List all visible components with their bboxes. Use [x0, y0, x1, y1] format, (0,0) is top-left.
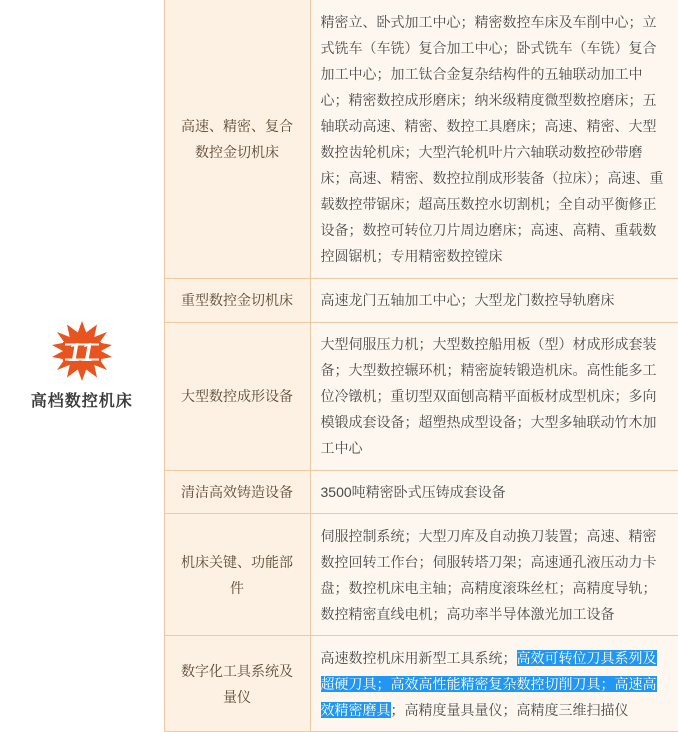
subcategory-cell: 清洁高效铸造设备 [164, 470, 310, 513]
description-cell [310, 470, 678, 513]
category-cell [0, 0, 164, 732]
table-row [0, 0, 678, 279]
description-cell [310, 0, 678, 279]
subcategory-cell: 高速、精密、复合数控金切机床 [164, 0, 310, 279]
description-text: 大型伺服压力机；大型数控船用板（型）材成形成套装备；大型数控辗环机；精密旋转锻造机床。高性能多工位冷镦机；重切型双面刨高精平面板材成型机床；多向模锻成套设备；超塑热成型设备；大型多轴联动竹木加工中心 [320, 336, 657, 457]
category-label: 高档数控机床 [30, 393, 133, 411]
description-cell [310, 514, 678, 636]
category-badge [0, 320, 164, 411]
description-cell [310, 322, 678, 470]
description-text: 3500吨精密卧式压铸成套设备 [320, 484, 506, 500]
subcategory-cell: 机床关键、功能部件 [164, 514, 310, 636]
highlighted-text: 高效可转位刀具系列及超硬刀具；高效高性能精密复杂数控切削刀具；高速高效精密磨具 [320, 649, 657, 718]
star-burst-icon [51, 320, 113, 382]
description-text-tail: ；高精度量具量仪；高精度三维扫描仪 [390, 701, 629, 718]
description-cell [310, 279, 678, 322]
description-text: 高速数控机床用新型工具系统； [320, 649, 517, 666]
description-text: 高速龙门五轴加工中心；大型龙门数控导轨磨床 [320, 292, 615, 309]
description-text: 精密立、卧式加工中心；精密数控车床及车削中心；立式铣车（车铣）复合加工中心；卧式铣车（车铣）复合加工中心；加工钛合金复杂结构件的五轴联动加工中心；精密数控成形磨床；纳米级精度微型数控磨床；五轴联动高速、精密、数控工具磨床；高速、精密、大型数控齿轮机床；大型汽轮机叶片六轴联动数控砂带磨床；高速、精密、数控拉削成形装备（拉床）；高速、重载数控带锯床；超高压数控水切割机；全自动平衡修正设备；数控可转位刀片周边磨床；高速、高精、重载数控圆锯机；专用精密数控镗床 [320, 14, 664, 265]
subcategory-cell: 数字化工具系统及量仪 [164, 636, 310, 732]
subcategory-cell: 大型数控成形设备 [164, 322, 310, 470]
description-text: 伺服控制系统；大型刀库及自动换刀装置；高速、精密数控回转工作台；伺服转塔刀架；高速通孔液压动力卡盘；数控机床电主轴；高精度滚珠丝杠；高精度导轨；数控精密直线电机；高功率半导体激光加工设备 [320, 527, 657, 622]
description-cell [310, 636, 678, 732]
category-number: 11 [67, 337, 96, 368]
subcategory-cell: 重型数控金切机床 [164, 279, 310, 322]
